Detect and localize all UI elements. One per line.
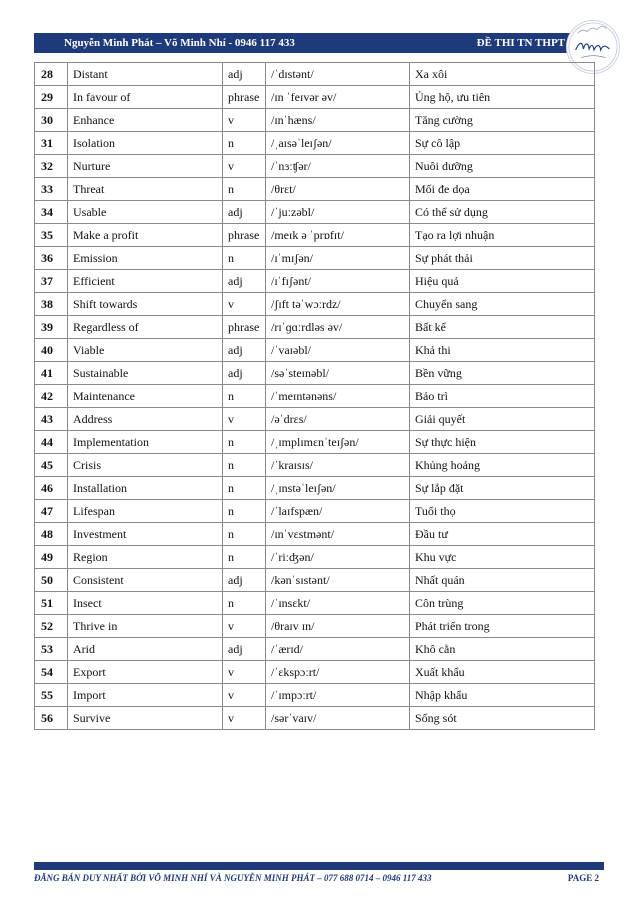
part-of-speech: adj	[223, 362, 266, 385]
vocab-word: Maintenance	[68, 385, 223, 408]
vocab-word: Viable	[68, 339, 223, 362]
footer-bar	[34, 862, 604, 870]
pronunciation: /ˈmeɪntənəns/	[266, 385, 410, 408]
part-of-speech: adj	[223, 569, 266, 592]
vocab-word: Regardless of	[68, 316, 223, 339]
part-of-speech: v	[223, 155, 266, 178]
table-row	[35, 592, 595, 615]
row-number: 45	[35, 454, 68, 477]
part-of-speech: adj	[223, 201, 266, 224]
part-of-speech: n	[223, 132, 266, 155]
part-of-speech: phrase	[223, 316, 266, 339]
table-row	[35, 293, 595, 316]
part-of-speech: v	[223, 109, 266, 132]
table-row	[35, 316, 595, 339]
part-of-speech: n	[223, 247, 266, 270]
vietnamese-meaning: Bền vững	[410, 362, 595, 385]
row-number: 52	[35, 615, 68, 638]
vietnamese-meaning: Tuổi thọ	[410, 500, 595, 523]
table-row	[35, 500, 595, 523]
pronunciation: /əˈdrɛs/	[266, 408, 410, 431]
row-number: 38	[35, 293, 68, 316]
table-row	[35, 224, 595, 247]
pronunciation: /rɪˈɡɑːrdləs əv/	[266, 316, 410, 339]
vietnamese-meaning: Khủng hoảng	[410, 454, 595, 477]
vietnamese-meaning: Khu vực	[410, 546, 595, 569]
footer-notice: ĐĂNG BÁN DUY NHẤT BỞI VÕ MINH NHÍ VÀ NGUYỄN MINH PHÁT – 077 688 0714 – 0946 117 433	[34, 873, 432, 883]
row-number: 37	[35, 270, 68, 293]
table-row	[35, 109, 595, 132]
row-number: 56	[35, 707, 68, 730]
row-number: 46	[35, 477, 68, 500]
vietnamese-meaning: Sự lắp đặt	[410, 477, 595, 500]
vocab-word: Investment	[68, 523, 223, 546]
vietnamese-meaning: Hiệu quả	[410, 270, 595, 293]
row-number: 41	[35, 362, 68, 385]
row-number: 51	[35, 592, 68, 615]
vietnamese-meaning: Giải quyết	[410, 408, 595, 431]
table-row	[35, 362, 595, 385]
pronunciation: /ɪn ˈfeɪvər əv/	[266, 86, 410, 109]
vocab-word: Isolation	[68, 132, 223, 155]
vietnamese-meaning: Bất kể	[410, 316, 595, 339]
row-number: 39	[35, 316, 68, 339]
vocab-word: Thrive in	[68, 615, 223, 638]
row-number: 49	[35, 546, 68, 569]
part-of-speech: n	[223, 178, 266, 201]
table-row	[35, 201, 595, 224]
vocab-word: Enhance	[68, 109, 223, 132]
vocab-word: Emission	[68, 247, 223, 270]
table-row	[35, 615, 595, 638]
table-row	[35, 132, 595, 155]
vocab-word: Nurture	[68, 155, 223, 178]
vietnamese-meaning: Đầu tư	[410, 523, 595, 546]
page-footer	[34, 873, 599, 883]
pronunciation: /ɪˈfɪʃənt/	[266, 270, 410, 293]
pronunciation: /ˌɪnstəˈleɪʃən/	[266, 477, 410, 500]
vietnamese-meaning: Chuyển sang	[410, 293, 595, 316]
pronunciation: /ɪnˈvɛstmənt/	[266, 523, 410, 546]
header-authors: Nguyễn Minh Phát – Võ Minh Nhí - 0946 117 433	[64, 37, 295, 49]
pronunciation: /ˈkraɪsɪs/	[266, 454, 410, 477]
vocab-word: Threat	[68, 178, 223, 201]
part-of-speech: n	[223, 592, 266, 615]
pronunciation: /meɪk ə ˈprɒfɪt/	[266, 224, 410, 247]
table-row	[35, 569, 595, 592]
row-number: 31	[35, 132, 68, 155]
vietnamese-meaning: Xa xôi	[410, 63, 595, 86]
part-of-speech: n	[223, 500, 266, 523]
row-number: 48	[35, 523, 68, 546]
pronunciation: /səˈsteɪnəbl/	[266, 362, 410, 385]
part-of-speech: phrase	[223, 86, 266, 109]
part-of-speech: n	[223, 523, 266, 546]
vocab-word: Arid	[68, 638, 223, 661]
part-of-speech: phrase	[223, 224, 266, 247]
row-number: 42	[35, 385, 68, 408]
vietnamese-meaning: Khả thi	[410, 339, 595, 362]
vocab-word: Address	[68, 408, 223, 431]
row-number: 53	[35, 638, 68, 661]
vocab-word: Survive	[68, 707, 223, 730]
table-row	[35, 661, 595, 684]
vietnamese-meaning: Phát triển trong	[410, 615, 595, 638]
vocab-word: In favour of	[68, 86, 223, 109]
part-of-speech: adj	[223, 638, 266, 661]
row-number: 29	[35, 86, 68, 109]
table-row	[35, 408, 595, 431]
pronunciation: /θrɛt/	[266, 178, 410, 201]
vocab-word: Insect	[68, 592, 223, 615]
vietnamese-meaning: Sống sót	[410, 707, 595, 730]
pronunciation: /θraɪv ɪn/	[266, 615, 410, 638]
vietnamese-meaning: Xuất khẩu	[410, 661, 595, 684]
part-of-speech: n	[223, 454, 266, 477]
table-row	[35, 339, 595, 362]
row-number: 33	[35, 178, 68, 201]
row-number: 43	[35, 408, 68, 431]
pronunciation: /ɪnˈhæns/	[266, 109, 410, 132]
table-row	[35, 477, 595, 500]
table-row	[35, 638, 595, 661]
part-of-speech: adj	[223, 270, 266, 293]
table-row	[35, 385, 595, 408]
table-row	[35, 86, 595, 109]
part-of-speech: adj	[223, 63, 266, 86]
vietnamese-meaning: Khô cằn	[410, 638, 595, 661]
pronunciation: /sərˈvaɪv/	[266, 707, 410, 730]
pronunciation: /ˈdɪstənt/	[266, 63, 410, 86]
vietnamese-meaning: Sự phát thải	[410, 247, 595, 270]
vocab-word: Region	[68, 546, 223, 569]
pronunciation: /ˌaɪsəˈleɪʃən/	[266, 132, 410, 155]
part-of-speech: v	[223, 615, 266, 638]
vietnamese-meaning: Côn trùng	[410, 592, 595, 615]
pronunciation: /ˈɪmpɔːrt/	[266, 684, 410, 707]
table-row	[35, 546, 595, 569]
pronunciation: /ˈnɜːʧər/	[266, 155, 410, 178]
vocab-word: Usable	[68, 201, 223, 224]
vietnamese-meaning: Nhập khẩu	[410, 684, 595, 707]
part-of-speech: v	[223, 661, 266, 684]
vocab-word: Shift towards	[68, 293, 223, 316]
pronunciation: /ˈɪnsɛkt/	[266, 592, 410, 615]
pronunciation: /ˈjuːzəbl/	[266, 201, 410, 224]
part-of-speech: v	[223, 684, 266, 707]
vietnamese-meaning: Có thể sử dụng	[410, 201, 595, 224]
part-of-speech: adj	[223, 339, 266, 362]
row-number: 34	[35, 201, 68, 224]
table-row	[35, 247, 595, 270]
table-row	[35, 270, 595, 293]
table-row	[35, 707, 595, 730]
vocab-word: Efficient	[68, 270, 223, 293]
part-of-speech: n	[223, 477, 266, 500]
row-number: 28	[35, 63, 68, 86]
table-row	[35, 431, 595, 454]
pronunciation: /ˈærɪd/	[266, 638, 410, 661]
part-of-speech: v	[223, 408, 266, 431]
vietnamese-meaning: Ủng hộ, ưu tiên	[410, 86, 595, 109]
vocab-word: Installation	[68, 477, 223, 500]
pronunciation: /ˈriːʤən/	[266, 546, 410, 569]
header-exam-title: ĐỀ THI TN THPT	[476, 37, 565, 49]
pronunciation: /ˈlaɪfspæn/	[266, 500, 410, 523]
vietnamese-meaning: Bảo trì	[410, 385, 595, 408]
row-number: 54	[35, 661, 68, 684]
vietnamese-meaning: Tạo ra lợi nhuận	[410, 224, 595, 247]
table-row	[35, 523, 595, 546]
pronunciation: /ˌɪmplɪmɛnˈteɪʃən/	[266, 431, 410, 454]
vocab-word: Import	[68, 684, 223, 707]
vietnamese-meaning: Tăng cường	[410, 109, 595, 132]
pronunciation: /ˈvaɪəbl/	[266, 339, 410, 362]
row-number: 30	[35, 109, 68, 132]
part-of-speech: v	[223, 707, 266, 730]
vietnamese-meaning: Mối đe dọa	[410, 178, 595, 201]
table-row	[35, 684, 595, 707]
row-number: 50	[35, 569, 68, 592]
table-row	[35, 155, 595, 178]
row-number: 36	[35, 247, 68, 270]
vietnamese-meaning: Nuôi dưỡng	[410, 155, 595, 178]
row-number: 55	[35, 684, 68, 707]
vocab-word: Make a profit	[68, 224, 223, 247]
vietnamese-meaning: Nhất quán	[410, 569, 595, 592]
pronunciation: /ˈɛkspɔːrt/	[266, 661, 410, 684]
vocab-word: Crisis	[68, 454, 223, 477]
vietnamese-meaning: Sự cô lập	[410, 132, 595, 155]
vocab-word: Implementation	[68, 431, 223, 454]
row-number: 35	[35, 224, 68, 247]
page-header	[34, 33, 577, 53]
vocab-word: Export	[68, 661, 223, 684]
part-of-speech: n	[223, 385, 266, 408]
vocab-word: Consistent	[68, 569, 223, 592]
vocabulary-table	[34, 62, 595, 730]
pronunciation: /ɪˈmɪʃən/	[266, 247, 410, 270]
part-of-speech: n	[223, 431, 266, 454]
vocab-word: Sustainable	[68, 362, 223, 385]
row-number: 44	[35, 431, 68, 454]
page-number: PAGE 2	[567, 873, 599, 883]
part-of-speech: n	[223, 546, 266, 569]
table-row	[35, 63, 595, 86]
vocab-word: Distant	[68, 63, 223, 86]
part-of-speech: v	[223, 293, 266, 316]
row-number: 47	[35, 500, 68, 523]
row-number: 40	[35, 339, 68, 362]
vocab-word: Lifespan	[68, 500, 223, 523]
row-number: 32	[35, 155, 68, 178]
pronunciation: /kənˈsɪstənt/	[266, 569, 410, 592]
pronunciation: /ʃɪft təˈwɔːrdz/	[266, 293, 410, 316]
table-row	[35, 178, 595, 201]
vietnamese-meaning: Sự thực hiện	[410, 431, 595, 454]
table-row	[35, 454, 595, 477]
